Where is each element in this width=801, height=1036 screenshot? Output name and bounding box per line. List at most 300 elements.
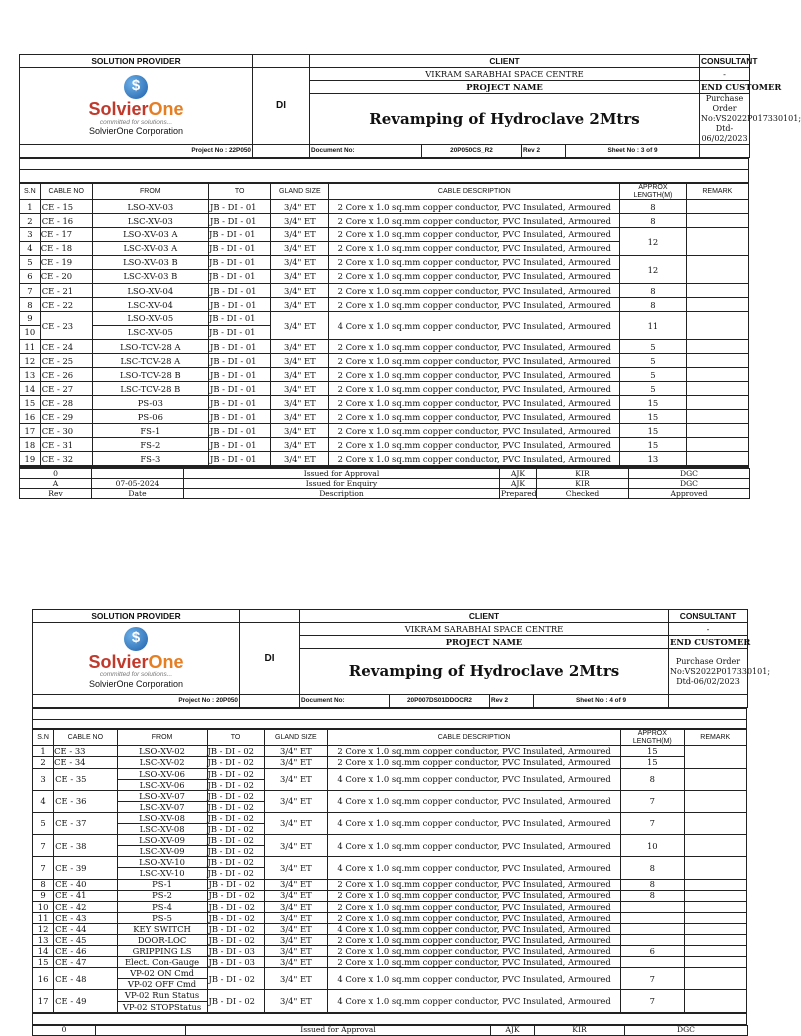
sn-cell: 1 xyxy=(20,200,41,214)
remark-cell xyxy=(684,990,746,1012)
sn-cell: 14 xyxy=(33,946,54,957)
prepared-cell: AJK xyxy=(500,469,537,479)
cable-no-cell: CE - 25 xyxy=(40,354,92,368)
cable-description-cell: 4 Core x 1.0 sq.mm copper conductor, PVC Insulated, Armoured xyxy=(328,923,621,934)
cable-no-cell-part: CE - 19 xyxy=(41,256,92,270)
revision-row xyxy=(20,479,750,489)
remark-cell xyxy=(684,968,746,990)
cable-description-cell: 4 Core x 1.0 sq.mm copper conductor, PVC Insulated, Armoured xyxy=(328,857,621,879)
cable-description-cell: 2 Core x 1.0 sq.mm copper conductor, PVC Insulated, Armoured xyxy=(329,382,620,396)
cable-description-cell: 2 Core x 1.0 sq.mm copper conductor, PVC Insulated, Armoured xyxy=(328,934,621,945)
sn-cell-part: 1 xyxy=(33,746,53,757)
gland-size-cell: 3/4" ET xyxy=(271,410,329,424)
to-cell xyxy=(207,812,264,834)
cable-no-cell: CE - 16 xyxy=(40,214,92,228)
gland-size-cell: 3/4" ET xyxy=(271,200,329,214)
cable-description-cell: 4 Core x 1.0 sq.mm copper conductor, PVC Insulated, Armoured xyxy=(328,968,621,990)
to-cell: JB - DI - 01 xyxy=(208,452,270,466)
table-header-row xyxy=(20,184,749,200)
from-cell: LSC-TCV-28 A xyxy=(92,354,208,368)
approx-length-cell-part: 15 xyxy=(621,746,683,757)
cable-no-cell: CE - 23 xyxy=(40,312,92,340)
revision-block xyxy=(19,468,750,499)
cable-description-cell xyxy=(328,746,621,768)
to-cell-part: JB - DI - 01 xyxy=(208,271,256,282)
table-row xyxy=(20,438,749,452)
cable-description-cell: 2 Core x 1.0 sq.mm copper conductor, PVC Insulated, Armoured xyxy=(328,901,621,912)
remark-cell xyxy=(686,256,748,284)
approx-length-cell xyxy=(621,901,684,912)
to-cell: JB - DI - 01 xyxy=(208,284,270,298)
cable-no-cell: CE - 36 xyxy=(54,790,117,812)
to-cell-part: JB - DI - 02 xyxy=(208,769,264,780)
gland-size-cell: 3/4" ET xyxy=(264,890,327,901)
cable-no-cell: CE - 31 xyxy=(40,438,92,452)
rev-cell: A xyxy=(20,479,92,489)
from-cell xyxy=(117,857,207,879)
sn-cell: 7 xyxy=(33,835,54,857)
sn-cell: 13 xyxy=(33,934,54,945)
gland-size-cell: 3/4" ET xyxy=(264,790,327,812)
cable-no-cell: CE - 32 xyxy=(40,452,92,466)
from-cell xyxy=(117,835,207,857)
logo-text: Solvier xyxy=(88,651,149,672)
cable-description-cell-part: 2 Core x 1.0 sq.mm copper conductor, PVC Insulated, Armoured xyxy=(329,256,619,270)
approx-length-cell: 7 xyxy=(621,790,684,812)
from-cell: FS-1 xyxy=(92,424,208,438)
document-number: 20P050CS_R2 xyxy=(422,145,522,158)
cable-no-cell: CE - 26 xyxy=(40,368,92,382)
remark-cell xyxy=(686,410,748,424)
from-cell: KEY SWITCH xyxy=(117,923,207,934)
from-cell-part: LSC-XV-06 xyxy=(139,779,185,790)
gland-size-cell: 3/4" ET xyxy=(271,354,329,368)
gland-size-header: GLAND SIZE xyxy=(264,730,327,746)
approx-length-cell xyxy=(621,934,684,945)
end-customer-label: END CUSTOMER xyxy=(670,636,751,647)
sn-cell: 10 xyxy=(33,901,54,912)
cable-description-cell: 2 Core x 1.0 sq.mm copper conductor, PVC Insulated, Armoured xyxy=(329,410,620,424)
cable-description-cell: 2 Core x 1.0 sq.mm copper conductor, PVC Insulated, Armoured xyxy=(329,368,620,382)
approx-length-cell: 8 xyxy=(621,768,684,790)
table-row xyxy=(33,934,747,945)
sn-header: S.N xyxy=(33,730,54,746)
to-header: TO xyxy=(208,184,270,200)
sn-header: S.N xyxy=(20,184,41,200)
cable-description-cell: 2 Core x 1.0 sq.mm copper conductor, PVC Insulated, Armoured xyxy=(329,200,620,214)
to-cell xyxy=(208,228,270,256)
remark-cell xyxy=(686,284,748,298)
from-cell-part: LSC-XV-03 A xyxy=(123,243,178,254)
gland-size-cell-part: 3/4" ET xyxy=(271,256,328,270)
approx-length-cell: 10 xyxy=(621,835,684,857)
approx-length-cell: 8 xyxy=(621,879,684,890)
cable-schedule-table xyxy=(32,729,747,1013)
remark-cell xyxy=(684,790,746,812)
to-cell: JB - DI - 01 xyxy=(208,382,270,396)
to-cell: JB - DI - 01 xyxy=(208,214,270,228)
from-cell-part: LSC-XV-09 xyxy=(139,846,185,857)
project-title: Revamping of Hydroclave 2Mtrs xyxy=(310,94,700,145)
rev-cell: Rev xyxy=(20,489,92,499)
to-cell-part: JB - DI - 01 xyxy=(209,312,270,326)
cable-no-cell: CE - 21 xyxy=(40,284,92,298)
cable-schedule-table xyxy=(19,183,749,466)
from-cell-part: LSO-XV-02 xyxy=(118,746,207,757)
cable-no-cell-part: CE - 20 xyxy=(40,271,73,282)
checked-cell: KIR xyxy=(537,479,629,489)
remark-cell xyxy=(684,890,746,901)
approx-length-cell: 8 xyxy=(620,200,686,214)
remark-cell xyxy=(684,901,746,912)
gland-size-cell: 3/4" ET xyxy=(264,934,327,945)
sn-cell: 4 xyxy=(33,790,54,812)
revision: Rev 2 xyxy=(490,695,534,708)
cable-schedule-sheet-4 xyxy=(32,609,771,1036)
spacer-row xyxy=(32,1013,747,1025)
cable-no-header: CABLE NO xyxy=(40,184,92,200)
gland-size-cell xyxy=(264,746,327,768)
approx-length-cell: 8 xyxy=(621,857,684,879)
gland-size-cell: 3/4" ET xyxy=(264,957,327,968)
table-row xyxy=(20,368,749,382)
from-cell-part: LSO-XV-03 B xyxy=(93,256,208,270)
gland-size-cell-part: 3/4" ET xyxy=(284,271,316,282)
logo-text: Solvier xyxy=(88,99,149,120)
sn-cell: 8 xyxy=(33,879,54,890)
approx-length-cell: 15 xyxy=(620,396,686,410)
cable-description-cell: 2 Core x 1.0 sq.mm copper conductor, PVC Insulated, Armoured xyxy=(329,452,620,466)
project-number: Project No : 20P050 xyxy=(33,695,240,708)
approx-length-cell: 12 xyxy=(620,228,686,256)
remark-cell xyxy=(686,382,748,396)
cable-description-cell: 4 Core x 1.0 sq.mm copper conductor, PVC Insulated, Armoured xyxy=(328,835,621,857)
from-cell-part: LSO-XV-05 xyxy=(93,312,208,326)
table-row xyxy=(33,835,747,857)
from-cell: DOOR-LOC xyxy=(117,934,207,945)
corporation-name: SolvierOne Corporation xyxy=(88,126,184,137)
to-cell: JB - DI - 02 xyxy=(207,990,264,1012)
purchase-order: Purchase Order No:VS2022P017330101; Dtd-06/02/2023 xyxy=(701,94,801,143)
table-row xyxy=(20,424,749,438)
to-cell: JB - DI - 02 xyxy=(207,879,264,890)
gland-size-cell: 3/4" ET xyxy=(264,768,327,790)
from-cell: LSO-XV-04 xyxy=(92,284,208,298)
spacer-rows xyxy=(19,158,749,183)
consultant-label: CONSULTANT xyxy=(669,610,748,623)
remark-cell xyxy=(686,312,748,340)
approx-length-cell: 15 xyxy=(620,438,686,452)
remark-cell xyxy=(684,835,746,857)
consultant-value: - xyxy=(700,68,750,81)
cable-no-cell: CE - 22 xyxy=(40,298,92,312)
approx-length-cell: 15 xyxy=(620,424,686,438)
cable-description-cell: 4 Core x 1.0 sq.mm copper conductor, PVC Insulated, Armoured xyxy=(328,990,621,1012)
cable-no-cell: CE - 45 xyxy=(54,934,117,945)
sn-cell: 8 xyxy=(20,298,41,312)
table-row xyxy=(20,340,749,354)
table-row xyxy=(33,923,747,934)
sn-cell-part: 4 xyxy=(27,243,33,254)
cable-no-cell: CE - 30 xyxy=(40,424,92,438)
gland-size-cell: 3/4" ET xyxy=(264,879,327,890)
sn-cell-part: 2 xyxy=(40,757,46,768)
sn-cell: 2 xyxy=(20,214,41,228)
solution-provider-label: SOLUTION PROVIDER xyxy=(20,55,253,68)
from-cell xyxy=(92,312,208,340)
sn-cell: 9 xyxy=(33,890,54,901)
remark-cell xyxy=(684,946,746,957)
cable-no-cell xyxy=(40,228,92,256)
cable-description-cell: 2 Core x 1.0 sq.mm copper conductor, PVC Insulated, Armoured xyxy=(329,396,620,410)
from-cell-part: VP-02 Run Status xyxy=(118,990,207,1001)
approx-length-cell-part: 15 xyxy=(646,757,658,768)
approx-length-cell: 13 xyxy=(620,452,686,466)
sn-cell-part: 10 xyxy=(24,327,36,338)
from-cell: LSC-TCV-28 B xyxy=(92,382,208,396)
cable-no-cell: CE - 47 xyxy=(54,957,117,968)
from-cell xyxy=(117,812,207,834)
cable-description-cell-part: 2 Core x 1.0 sq.mm copper conductor, PVC Insulated, Armoured xyxy=(337,757,611,768)
sn-cell: 19 xyxy=(20,452,41,466)
cable-no-cell xyxy=(54,746,117,768)
approx-length-cell: 5 xyxy=(620,340,686,354)
company-logo xyxy=(20,68,253,145)
from-cell: PS-03 xyxy=(92,396,208,410)
table-row xyxy=(33,879,747,890)
cable-no-cell: CE - 24 xyxy=(40,340,92,354)
tagline: committed for solutions... xyxy=(99,671,173,679)
to-cell: JB - DI - 02 xyxy=(207,934,264,945)
cable-description-cell: 2 Core x 1.0 sq.mm copper conductor, PVC Insulated, Armoured xyxy=(329,298,620,312)
to-cell: JB - DI - 02 xyxy=(207,901,264,912)
approved-cell: Approved xyxy=(629,489,750,499)
gland-size-cell: 3/4" ET xyxy=(264,812,327,834)
remark-header: REMARK xyxy=(684,730,746,746)
checked-cell: KIR xyxy=(535,1025,625,1035)
description-cell: Issued for Approval xyxy=(184,469,500,479)
from-cell-part: LSC-XV-08 xyxy=(139,824,185,835)
cable-no-cell: CE - 42 xyxy=(54,901,117,912)
gland-size-cell: 3/4" ET xyxy=(271,298,329,312)
from-cell: GRIPPING LS xyxy=(117,946,207,957)
approx-length-cell: 8 xyxy=(620,214,686,228)
sn-cell: 3 xyxy=(33,768,54,790)
project-name-label: PROJECT NAME xyxy=(300,636,669,649)
from-cell-part: LSO-XV-06 xyxy=(118,769,207,780)
from-cell: LSC-XV-03 xyxy=(92,214,208,228)
from-cell: FS-3 xyxy=(92,452,208,466)
gland-size-cell: 3/4" ET xyxy=(271,396,329,410)
table-row xyxy=(20,298,749,312)
gland-size-cell: 3/4" ET xyxy=(264,923,327,934)
to-header: TO xyxy=(207,730,264,746)
tagline: committed for solutions... xyxy=(99,118,173,126)
approx-length-cell: 8 xyxy=(620,298,686,312)
cable-description-cell-part: 2 Core x 1.0 sq.mm copper conductor, PVC Insulated, Armoured xyxy=(337,271,611,282)
from-cell-part: VP-02 OFF Cmd xyxy=(127,979,197,990)
to-cell: JB - DI - 02 xyxy=(207,912,264,923)
remark-cell xyxy=(686,396,748,410)
cable-description-cell xyxy=(329,228,620,256)
project-name-label: PROJECT NAME xyxy=(310,81,700,94)
table-row xyxy=(20,354,749,368)
sn-cell: 11 xyxy=(33,912,54,923)
cable-description-cell: 4 Core x 1.0 sq.mm copper conductor, PVC Insulated, Armoured xyxy=(328,812,621,834)
from-cell: LSO-XV-03 xyxy=(92,200,208,214)
from-cell: Elect. Con-Gauge xyxy=(117,957,207,968)
from-cell: PS-1 xyxy=(117,879,207,890)
to-cell: JB - DI - 01 xyxy=(208,340,270,354)
revision-row xyxy=(20,469,750,479)
from-cell-part: LSO-XV-03 A xyxy=(93,228,208,242)
document-number: 20P007DS01DDOCR2 xyxy=(390,695,490,708)
to-cell: JB - DI - 01 xyxy=(208,396,270,410)
prepared-cell: AJK xyxy=(500,479,537,489)
logo-mark-icon xyxy=(124,75,148,99)
approx-length-cell xyxy=(621,923,684,934)
from-cell: FS-2 xyxy=(92,438,208,452)
cable-no-header: CABLE NO xyxy=(54,730,117,746)
cable-description-cell: 2 Core x 1.0 sq.mm copper conductor, PVC Insulated, Armoured xyxy=(328,879,621,890)
remark-cell xyxy=(686,424,748,438)
to-cell-part: JB - DI - 02 xyxy=(208,857,264,868)
sn-cell xyxy=(33,746,54,768)
sn-cell: 14 xyxy=(20,382,41,396)
project-number: Project No : 22P050 xyxy=(20,145,253,158)
revision-row xyxy=(20,489,750,499)
to-cell: JB - DI - 02 xyxy=(207,923,264,934)
remark-cell xyxy=(686,438,748,452)
table-row xyxy=(20,382,749,396)
to-cell: JB - DI - 01 xyxy=(208,368,270,382)
client-name: VIKRAM SARABHAI SPACE CENTRE xyxy=(300,623,669,636)
date-cell xyxy=(96,1025,186,1035)
checked-cell: KIR xyxy=(537,469,629,479)
to-cell: JB - DI - 02 xyxy=(207,968,264,990)
remark-cell xyxy=(686,228,748,256)
cable-description-cell-part: 2 Core x 1.0 sq.mm copper conductor, PVC Insulated, Armoured xyxy=(329,228,619,242)
to-cell xyxy=(207,768,264,790)
sn-cell: 5 xyxy=(33,812,54,834)
from-cell-part: LSO-XV-08 xyxy=(118,813,207,824)
gland-size-cell: 3/4" ET xyxy=(271,340,329,354)
gland-size-cell-part: 3/4" ET xyxy=(265,746,327,757)
cable-no-cell: CE - 43 xyxy=(54,912,117,923)
approx-length-cell: 7 xyxy=(621,812,684,834)
logo-wordmark xyxy=(21,100,251,120)
company-logo xyxy=(33,623,240,695)
title-block xyxy=(32,609,771,708)
cable-no-cell: CE - 49 xyxy=(54,990,117,1012)
table-row xyxy=(33,890,747,901)
sn-cell: 15 xyxy=(33,957,54,968)
gland-size-cell-part: 3/4" ET xyxy=(279,757,312,768)
sn-cell-part: 6 xyxy=(27,271,33,282)
cable-description-cell xyxy=(329,256,620,284)
gland-size-cell: 3/4" ET xyxy=(264,990,327,1012)
consultant-label: CONSULTANT xyxy=(701,55,758,66)
from-cell: PS-5 xyxy=(117,912,207,923)
approx-length-cell: 7 xyxy=(621,990,684,1012)
to-cell xyxy=(207,790,264,812)
cable-no-cell: CE - 44 xyxy=(54,923,117,934)
from-cell: LSO-TCV-28 A xyxy=(92,340,208,354)
document-type: DI xyxy=(253,68,310,145)
approx-length-header: APPROX LENGTH(M) xyxy=(621,730,684,746)
approx-length-cell xyxy=(621,746,684,768)
remark-cell xyxy=(684,934,746,945)
remark-cell xyxy=(684,812,746,834)
sn-cell xyxy=(20,256,41,284)
gland-size-cell: 3/4" ET xyxy=(264,901,327,912)
approx-length-header: APPROX LENGTH(M) xyxy=(620,184,686,200)
client-label: CLIENT xyxy=(300,610,669,623)
description-cell: Issued for Approval xyxy=(186,1025,491,1035)
to-cell: JB - DI - 01 xyxy=(208,298,270,312)
approx-length-cell xyxy=(621,912,684,923)
remark-cell xyxy=(684,857,746,879)
sn-cell: 13 xyxy=(20,368,41,382)
gland-size-cell: 3/4" ET xyxy=(271,284,329,298)
from-cell xyxy=(117,768,207,790)
cable-description-header: CABLE DESCRIPTION xyxy=(328,730,621,746)
sn-cell: 11 xyxy=(20,340,41,354)
approx-length-cell: 11 xyxy=(620,312,686,340)
from-cell: PS-06 xyxy=(92,410,208,424)
to-cell xyxy=(208,256,270,284)
to-cell-part: JB - DI - 02 xyxy=(208,746,264,757)
sn-cell: 18 xyxy=(20,438,41,452)
project-title: Revamping of Hydroclave 2Mtrs xyxy=(300,649,669,695)
sn-cell: 12 xyxy=(33,923,54,934)
sn-cell: 7 xyxy=(33,857,54,879)
cable-no-cell xyxy=(40,256,92,284)
remark-cell xyxy=(684,923,746,934)
gland-size-cell: 3/4" ET xyxy=(271,438,329,452)
client-label: CLIENT xyxy=(310,55,700,68)
gland-size-header: GLAND SIZE xyxy=(271,184,329,200)
remark-cell xyxy=(686,452,748,466)
to-cell-part: JB - DI - 02 xyxy=(207,779,255,790)
from-cell: PS-2 xyxy=(117,890,207,901)
cable-no-cell: CE - 27 xyxy=(40,382,92,396)
to-cell-part: JB - DI - 01 xyxy=(209,228,270,242)
cable-description-cell: 2 Core x 1.0 sq.mm copper conductor, PVC Insulated, Armoured xyxy=(329,284,620,298)
from-cell-part: LSO-XV-10 xyxy=(118,857,207,868)
gland-size-cell xyxy=(271,256,329,284)
table-row xyxy=(20,396,749,410)
consultant-value: - xyxy=(669,623,748,636)
cable-description-cell: 2 Core x 1.0 sq.mm copper conductor, PVC Insulated, Armoured xyxy=(329,438,620,452)
from-cell-part: LSC-XV-05 xyxy=(127,327,173,338)
cable-no-cell-part: CE - 33 xyxy=(54,746,116,757)
sn-cell: 17 xyxy=(33,990,54,1012)
date-cell: Date xyxy=(92,489,184,499)
cable-no-cell: CE - 48 xyxy=(54,968,117,990)
gland-size-cell xyxy=(271,228,329,256)
gland-size-cell: 3/4" ET xyxy=(264,968,327,990)
gland-size-cell: 3/4" ET xyxy=(271,368,329,382)
remark-cell xyxy=(686,200,748,214)
revision-row xyxy=(33,1025,748,1035)
table-row xyxy=(20,284,749,298)
approved-cell: DGC xyxy=(629,479,750,489)
description-cell: Description xyxy=(184,489,500,499)
to-cell-part: JB - DI - 02 xyxy=(207,801,255,812)
logo-mark-icon xyxy=(124,627,148,651)
logo-text: One xyxy=(148,651,184,672)
